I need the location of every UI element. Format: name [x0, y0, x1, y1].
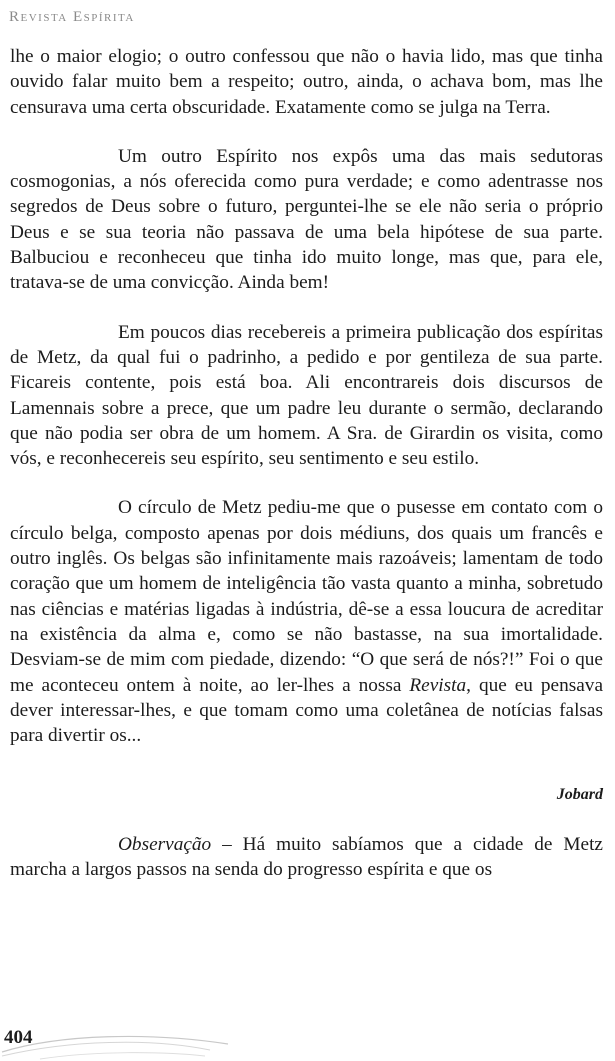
paragraph-3: Em poucos dias recebereis a primeira publicação dos espíritas de Metz, da qual fui o padrinho, a pedido e por gentileza de sua parte. Ficareis contente, pois está boa. Ali encontrareis dois discursos de Lamennais sobre a prece, que um padre leu durante o sermão, declarando que não podia ser obra de um homem. A Sra. de Girardin os visita, como vós, e reconhecereis seu espírito, seu sentimento e seu estilo.: [10, 321, 603, 470]
paragraph-2: Um outro Espírito nos expôs uma das mais sedutoras cosmogonias, a nós oferecida como pura verdade; e como adentrasse nos segredos de Deus sobre o futuro, perguntei-lhe se ele não seria o próprio Deus e se sua teoria não passava de uma bela hipótese de sua parte. Balbuciou e reconheceu que tinha ido muito longe, mas que, para ele, tratava-se de uma convicção. Ainda bem!: [10, 145, 603, 294]
page-body: [10, 44, 603, 882]
running-header: Revista Espírita: [9, 9, 135, 25]
paragraph-4-text-b: , que eu pensava dever interessar-lhes, e que tomam como uma coletânea de notícias falsas para divertir os...: [10, 674, 604, 747]
page-number: 404: [4, 1027, 33, 1048]
paragraph-4: [10, 495, 603, 748]
paragraph-1: lhe o maior elogio; o outro confessou que não o havia lido, mas que tinha ouvido falar muito bem a respeito; outro, ainda, o achava bom, mas lhe censurava uma certa obscuridade. Exatamente como se julga na Terra.: [10, 46, 603, 118]
paragraph-4-text-a: O círculo de Metz pediu-me que o pusesse em contato com o círculo belga, composto apenas por dois médiuns, dos quais um francês e outro inglês. Os belgas são infinitamente mais razoáveis; lamentam de todo coração que um homem de inteligência tão vasta quanto a minha, sobretudo nas ciências e matérias ligadas à indústria, dê-se a essa loucura de acreditar na existência da alma e, como se não bastasse, na sua imortalidade. Desviam-se de mim com piedade, dizendo: “O que será de nós?!” Foi o que me aconteceu ontem à noite, ao ler-lhes a nossa: [10, 497, 603, 696]
observation-paragraph: [10, 832, 603, 883]
observation-label: Observação: [118, 833, 212, 855]
observation-text: – Há muito sabíamos que a cidade de Metz marcha a largos passos na senda do progresso espírita e que os: [10, 833, 603, 881]
paragraph-4-italic-title: Revista: [409, 674, 467, 696]
footer-swoosh-ornament: [0, 1030, 230, 1061]
signature: Jobard: [556, 786, 603, 804]
